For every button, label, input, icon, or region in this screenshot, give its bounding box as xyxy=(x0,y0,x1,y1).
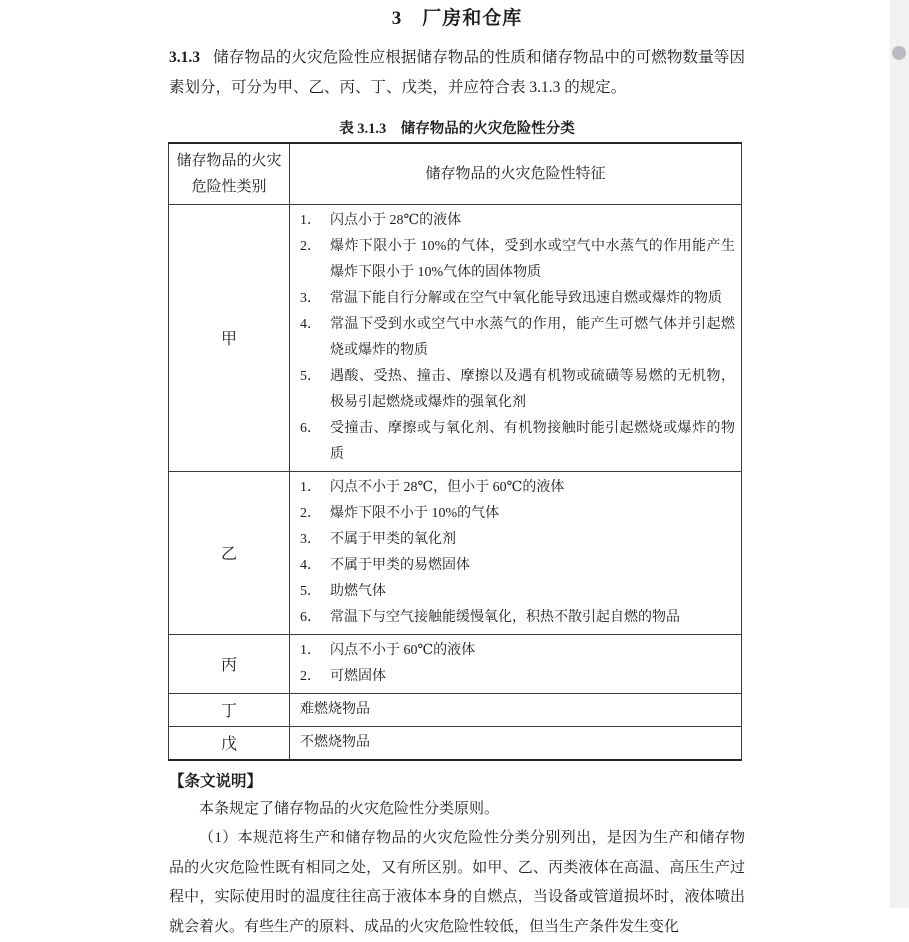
table-row-bing xyxy=(169,634,742,693)
feature-item xyxy=(300,638,735,664)
table-header-features: 储存物品的火灾危险性特征 xyxy=(290,143,742,205)
feature-item xyxy=(300,312,735,364)
table-header-category: 储存物品的火灾危险性类别 xyxy=(169,143,290,205)
features-cell xyxy=(290,693,742,726)
clause-paragraph xyxy=(169,43,745,103)
feature-item xyxy=(300,234,735,286)
feature-item-text: 助燃气体 xyxy=(330,579,735,605)
features-cell xyxy=(290,471,742,634)
table-row-jia xyxy=(169,204,742,471)
feature-item-number: 3． xyxy=(300,527,330,553)
feature-item-number: 4． xyxy=(300,553,330,579)
feature-item-text: 遇酸、受热、撞击、摩擦以及遇有机物或硫磺等易燃的无机物，极易引起燃烧或爆炸的强氧化剂 xyxy=(330,364,735,416)
scrollbar-thumb[interactable] xyxy=(892,46,906,60)
feature-item-text: 不属于甲类的易燃固体 xyxy=(330,553,735,579)
feature-item xyxy=(300,475,735,501)
feature-item-text: 闪点小于 28℃的液体 xyxy=(330,208,735,234)
feature-item-number: 5． xyxy=(300,579,330,605)
feature-item-number: 6． xyxy=(300,416,330,468)
feature-item-text: 难燃烧物品 xyxy=(300,697,735,723)
feature-item-number: 2． xyxy=(300,664,330,690)
category-cell: 戊 xyxy=(169,726,290,760)
feature-item xyxy=(300,553,735,579)
feature-item-text: 闪点不小于 60℃的液体 xyxy=(330,638,735,664)
feature-item-number: 1． xyxy=(300,638,330,664)
feature-item-number: 6． xyxy=(300,605,330,631)
fire-hazard-classification-table xyxy=(168,142,742,761)
category-cell: 甲 xyxy=(169,204,290,471)
feature-item xyxy=(300,605,735,631)
table-caption: 表 3.1.3 储存物品的火灾危险性分类 xyxy=(169,119,745,140)
scrollbar-track[interactable] xyxy=(890,0,909,908)
feature-item xyxy=(300,697,735,723)
feature-item-number: 1． xyxy=(300,475,330,501)
feature-item-text: 常温下与空气接触能缓慢氧化，积热不散引起自燃的物品 xyxy=(330,605,735,631)
feature-item-text: 闪点不小于 28℃，但小于 60℃的液体 xyxy=(330,475,735,501)
feature-item-number: 5． xyxy=(300,364,330,416)
category-cell: 丙 xyxy=(169,634,290,693)
feature-item xyxy=(300,416,735,468)
feature-item xyxy=(300,527,735,553)
feature-item-text: 常温下能自行分解或在空气中氧化能导致迅速自燃或爆炸的物质 xyxy=(330,286,735,312)
feature-item-number: 4． xyxy=(300,312,330,364)
page-content xyxy=(169,0,745,942)
feature-item-text: 受撞击、摩擦或与氧化剂、有机物接触时能引起燃烧或爆炸的物质 xyxy=(330,416,735,468)
feature-item-number: 1． xyxy=(300,208,330,234)
feature-item xyxy=(300,664,735,690)
table-row-ding xyxy=(169,693,742,726)
commentary-paragraph: （1）本规范将生产和储存物品的火灾危险性分类分别列出，是因为生产和储存物品的火灾危险性既有相同之处，又有所区别。如甲、乙、丙类液体在高温、高压生产过程中，实际使用时的温度往往高于液体本身的自燃点，当设备或管道损坏时，液体喷出就会着火。有些生产的原料、成品的火灾危险性较低，但当生产条件发生变化 xyxy=(169,824,745,942)
clause-text: 储存物品的火灾危险性应根据储存物品的性质和储存物品中的可燃物数量等因素划分，可分为甲、乙、丙、丁、戊类，并应符合表 3.1.3 的规定。 xyxy=(169,49,745,96)
clause-number: 3.1.3 xyxy=(169,49,200,66)
feature-item xyxy=(300,579,735,605)
feature-item xyxy=(300,730,735,756)
category-cell: 丁 xyxy=(169,693,290,726)
table-row-yi xyxy=(169,471,742,634)
feature-item xyxy=(300,286,735,312)
feature-item-text: 常温下受到水或空气中水蒸气的作用，能产生可燃气体并引起燃烧或爆炸的物质 xyxy=(330,312,735,364)
table-header-row xyxy=(169,143,742,205)
feature-item xyxy=(300,364,735,416)
features-cell xyxy=(290,726,742,760)
commentary-heading: 【条文说明】 xyxy=(169,769,745,795)
feature-item-text: 不属于甲类的氧化剂 xyxy=(330,527,735,553)
commentary-section xyxy=(169,769,745,942)
chapter-title: 3 厂房和仓库 xyxy=(169,0,745,32)
feature-item xyxy=(300,501,735,527)
feature-item-number: 2． xyxy=(300,501,330,527)
feature-item-text: 爆炸下限小于 10%的气体，受到水或空气中水蒸气的作用能产生爆炸下限小于 10%气体的固体物质 xyxy=(330,234,735,286)
feature-item xyxy=(300,208,735,234)
feature-item-number: 3． xyxy=(300,286,330,312)
commentary-paragraph: 本条规定了储存物品的火灾危险性分类原则。 xyxy=(169,795,745,825)
category-cell: 乙 xyxy=(169,471,290,634)
features-cell xyxy=(290,634,742,693)
feature-item-number: 2． xyxy=(300,234,330,286)
features-cell xyxy=(290,204,742,471)
feature-item-text: 可燃固体 xyxy=(330,664,735,690)
feature-item-text: 爆炸下限不小于 10%的气体 xyxy=(330,501,735,527)
table-row-wu xyxy=(169,726,742,760)
feature-item-text: 不燃烧物品 xyxy=(300,730,735,756)
